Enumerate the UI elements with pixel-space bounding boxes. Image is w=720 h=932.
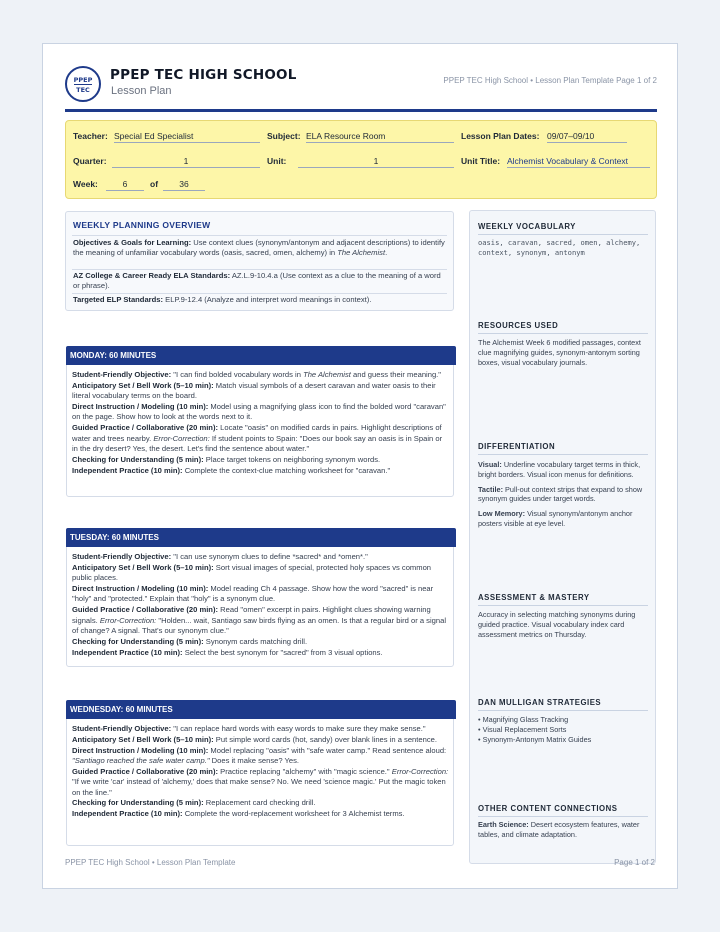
logo-line-2: TEC: [76, 86, 90, 94]
monday-section: [66, 346, 454, 497]
quarter-field[interactable]: 1: [112, 155, 260, 168]
list-item: • Visual Replacement Sorts: [478, 725, 650, 735]
unit-title-field[interactable]: Alchemist Vocabulary & Context: [507, 155, 650, 168]
wednesday-guided-practice: Guided Practice / Collaborative (20 min): Practice replacing "alchemy" with "magic science." Error-Correction: "If we write 'car' instead of 'alchemy,' does that make sense? No. We need 'science magic.' Put the magic token on the line.": [72, 766, 449, 797]
footer-page-number: Page 1 of 2: [614, 858, 655, 867]
page-header: [65, 66, 657, 114]
monday-header: MONDAY: 60 MINUTES: [66, 346, 456, 365]
tuesday-objective: Student-Friendly Objective: "I can use synonym clues to define *sacred* and *omen*.": [72, 552, 368, 561]
standards-text: [73, 271, 449, 292]
dan-mulligan-list: [478, 715, 650, 744]
quarter-label: Quarter:: [73, 156, 107, 166]
week-total-field[interactable]: 36: [163, 178, 205, 191]
monday-guided-practice: Guided Practice / Collaborative (20 min): Locate "oasis" on modified cards in pairs. Highlight descriptions of water and trees nearby. Error-Correction: If student points to Spain: "Does our book say an oasis is in Spain or in the dry desert? Yes, the desert. Let's find the sentence about water.": [72, 423, 443, 453]
dan-mulligan-heading: DAN MULLIGAN STRATEGIES: [478, 698, 648, 711]
differentiation-text: [478, 460, 650, 534]
list-item: • Magnifying Glass Tracking: [478, 715, 650, 725]
lesson-info-box: [65, 120, 657, 199]
vocab-text: oasis, caravan, sacred, omen, alchemy, context, synonym, antonym: [478, 238, 641, 257]
wednesday-header: WEDNESDAY: 60 MINUTES: [66, 700, 456, 719]
objectives-book: The Alchemist: [337, 248, 386, 258]
monday-body: [72, 370, 450, 477]
differentiation-heading: DIFFERENTIATION: [478, 442, 648, 455]
elp-text: [73, 295, 449, 305]
wednesday-bell-work: Anticipatory Set / Bell Work (5–10 min): Put simple word cards (hot, sandy) over blank lines in a sentence.: [72, 734, 437, 744]
overview-divider: [72, 235, 447, 236]
week-label: Week:: [73, 179, 98, 189]
logo-line-1: PPEP: [73, 76, 93, 84]
list-item: • Synonym-Antonym Matrix Guides: [478, 735, 650, 745]
assessment-text: Accuracy in selecting matching synonyms during guided practice. Visual vocabulary index card assessment metrics on Thursday.: [478, 610, 636, 639]
footer-left: PPEP TEC High School • Lesson Plan Template: [65, 858, 236, 867]
tuesday-section: [66, 528, 454, 667]
diff-memory: Low Memory: Visual synonym/antonym anchor posters visible at eye level.: [478, 509, 633, 528]
wednesday-direct-instruction: Direct Instruction / Modeling (10 min): Model replacing "oasis" with "safe water camp." Read sentence aloud: "Santiago reached the safe water camp." Does it make sense? Yes.: [72, 745, 447, 766]
tuesday-header: TUESDAY: 60 MINUTES: [66, 528, 456, 547]
wednesday-section: [66, 700, 454, 846]
week-of-label: of: [150, 179, 159, 189]
standards-body: AZ.L.9-10.4.a (Use context as a clue to the meaning of a word or phrase).: [73, 271, 441, 291]
standards-label: AZ College & Career Ready ELA Standards:: [73, 271, 231, 280]
teacher-label: Teacher:: [73, 131, 108, 141]
elp-label: Targeted ELP Standards:: [73, 295, 164, 304]
header-rule: [65, 109, 657, 112]
tuesday-guided-practice: Guided Practice / Collaborative (20 min): Read "omen" excerpt in pairs. Highlight clues showing warning signals. Error-Correction: "Holden... wait, Santiago saw birds flying as an omen. Is that a regular bird or a signal of change? A signal. That's our synonym clue.": [72, 605, 447, 635]
sidebar: [469, 210, 656, 864]
tuesday-direct-instruction: Direct Instruction / Modeling (10 min): Model reading Ch 4 passage. Show how the word "sacred" is near "holy" and "protected." Explain that "holy" is a synonym clue.: [72, 584, 434, 604]
dates-label: Lesson Plan Dates:: [461, 131, 540, 141]
assessment-heading: ASSESSMENT & MASTERY: [478, 593, 648, 606]
tuesday-independent: Independent Practice (10 min): Select the best synonym for "sacred" from 3 visual options.: [72, 647, 383, 657]
week-field[interactable]: 6: [106, 178, 144, 191]
school-name: PPEP TEC HIGH SCHOOL: [110, 67, 297, 83]
resources-text: The Alchemist Week 6 modified passages, context clue magnifying guides, synonym-antonym sorting boxes, visual vocabulary journals.: [478, 338, 641, 367]
tuesday-bell-work: Anticipatory Set / Bell Work (5–10 min): Sort visual images of special, protected holy spaces vs common public places.: [72, 562, 432, 583]
wednesday-check: Checking for Understanding (5 min): Replacement card checking drill.: [72, 798, 316, 808]
subject-label: Subject:: [267, 131, 301, 141]
monday-objective: Student-Friendly Objective: "I can find bolded vocabulary words in The Alchemist and guess their meaning.": [72, 370, 441, 379]
header-page-info: PPEP TEC High School • Lesson Plan Template Page 1 of 2: [443, 76, 657, 85]
tuesday-check: Checking for Understanding (5 min): Synonym cards matching drill.: [72, 636, 308, 646]
monday-independent: Independent Practice (10 min): Complete the context-clue matching worksheet for "caravan.": [72, 465, 391, 475]
unit-title-label: Unit Title:: [461, 156, 501, 166]
monday-bell-work: Anticipatory Set / Bell Work (5–10 min): Match visual symbols of a desert caravan and water oasis to their literal vocabulary terms on the board.: [72, 380, 436, 401]
diff-tactile: Tactile: Pull-out context strips that expand to show synonym guides under target words.: [478, 484, 643, 504]
overview-divider-2: [72, 269, 447, 270]
overview-title: WEEKLY PLANNING OVERVIEW: [73, 220, 211, 230]
tuesday-body: [72, 552, 450, 659]
diff-visual: Visual: Underline vocabulary target terms in thick, bright borders. Visual icon menus for definitions.: [478, 460, 641, 479]
subject-field[interactable]: ELA Resource Room: [306, 130, 454, 143]
school-logo: [65, 66, 101, 102]
page-subtitle: Lesson Plan: [111, 85, 172, 97]
monday-direct-instruction: Direct Instruction / Modeling (10 min): Model using a magnifying glass icon to find the bolded word "caravan" on the page. Show how to look at the words next to it.: [72, 402, 446, 422]
wednesday-independent: Independent Practice (10 min): Complete the word-replacement worksheet for 3 Alchemist terms.: [72, 809, 405, 819]
logo-divider: [74, 84, 92, 85]
vocab-heading: WEEKLY VOCABULARY: [478, 222, 648, 235]
lesson-plan-page: [42, 43, 678, 889]
weekly-overview-card: [65, 211, 454, 311]
unit-label: Unit:: [267, 156, 287, 166]
overview-divider-3: [72, 293, 447, 294]
other-connections-heading: OTHER CONTENT CONNECTIONS: [478, 804, 648, 817]
objectives-text: Objectives & Goals for Learning: Use context clues (synonym/antonym and adjacent descriptions) to identify the meaning of unfamiliar vocabulary words (oasis, sacred, omen, alchemy) in The Alchemist.: [73, 238, 445, 258]
dates-field[interactable]: 09/07–09/10: [547, 130, 627, 143]
elp-body: ELP.9-12.4 (Analyze and interpret word meanings in context).: [165, 295, 372, 304]
resources-heading: RESOURCES USED: [478, 321, 648, 334]
wednesday-objective: Student-Friendly Objective: "I can replace hard words with easy words to make sure they make sense.": [72, 724, 426, 733]
objectives-label: Objectives & Goals for Learning:: [73, 238, 192, 247]
wednesday-body: [72, 724, 450, 820]
unit-field[interactable]: 1: [298, 155, 454, 168]
other-connections-text: Earth Science: Desert ecosystem features, water tables, and climate adaptation.: [478, 820, 640, 839]
objectives-body: Use context clues (synonym/antonym and adjacent descriptions) to identify the meaning of unfamiliar vocabulary words (oasis, sacred, omen, alchemy) in: [73, 238, 445, 258]
teacher-field[interactable]: Special Ed Specialist: [114, 130, 260, 143]
monday-check: Checking for Understanding (5 min): Place target tokens on neighboring synonym words.: [72, 454, 381, 464]
